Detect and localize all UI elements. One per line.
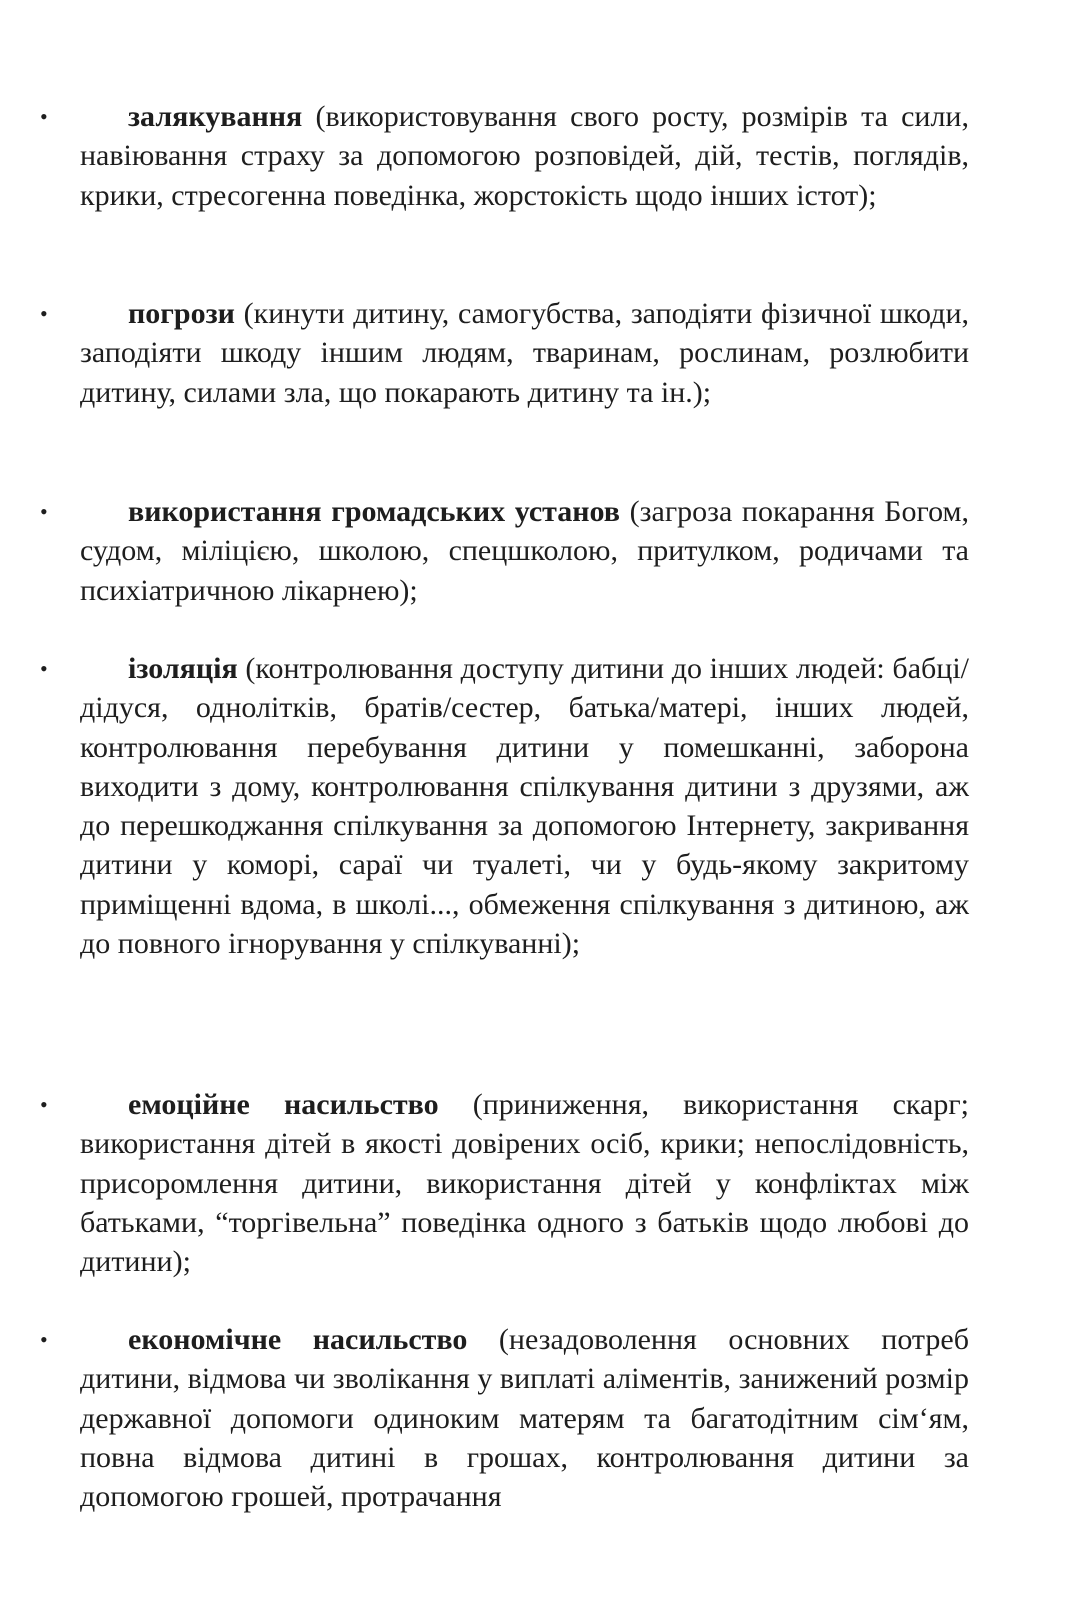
- bullet-icon: •: [40, 1327, 48, 1352]
- item-term: економічне насильство: [128, 1323, 468, 1356]
- item-term: ізоляція: [128, 652, 238, 685]
- bullet-icon: •: [40, 104, 48, 129]
- list-item: [40, 294, 970, 412]
- item-text: (незадоволення основних потреб дитини, відмова чи зволікання у виплаті аліментів, занижений розмір державної допомоги одиноким матерям та багатодітним сім‘ям, повна відмова дитині в грошах, контролювання дитини за допомогою грошей, протрачання: [80, 1323, 969, 1514]
- item-term: емоційне насильство: [128, 1088, 439, 1121]
- bullet-icon: •: [40, 656, 48, 681]
- bullet-icon: •: [40, 1092, 48, 1117]
- item-term: використання громадських установ: [128, 495, 620, 528]
- item-text: (використовування свого росту, розмірів та сили, навіювання страху за допомогою розповідей, дій, тестів, поглядів, крики, стресогенна поведінка, жорстокість щодо інших істот);: [80, 100, 969, 212]
- list-item: [40, 649, 969, 963]
- item-text: (приниження, використання скарг; використання дітей в якості довірених осіб, крики; непослідовність, присоромлення дитини, використання дітей у конфліктах між батьками, “торгівельна” поведінка одного з батьків щодо любові до дитини);: [80, 1088, 969, 1279]
- item-text: (контролювання доступу дитини до інших людей: бабці/дідуся, однолітків, братів/сестер, батька/матері, інших людей, контролювання перебування дитини у помешканні, заборона виходити з дому, контролювання спілкування дитини з друзями, аж до перешкоджання спілкування за допомогою Інтернету, закривання дитини у коморі, сараї чи туалеті, чи у будь-якому закритому приміщенні вдома, в школі..., обмеження спілкування з дитиною, аж до повного ігнорування у спілкуванні);: [80, 652, 969, 961]
- bullet-icon: •: [40, 499, 48, 524]
- bullet-icon: •: [40, 301, 48, 326]
- item-term: погрози: [128, 297, 235, 330]
- list-item: [40, 1085, 969, 1281]
- list-item: [40, 97, 969, 215]
- item-text: (загроза покарання Богом, судом, міліцією, школою, спецшколою, притулком, родичами та психіатричною лікарнею);: [80, 495, 969, 607]
- list-item: [40, 492, 969, 610]
- item-term: залякування: [128, 100, 303, 133]
- item-text: (кинути дитину, самогубства, заподіяти фізичної шкоди, заподіяти шкоду іншим людям, тваринам, рослинам, розлюбити дитину, силами зла, що покарають дитину та ін.);: [80, 297, 970, 409]
- list-item: [40, 1320, 969, 1516]
